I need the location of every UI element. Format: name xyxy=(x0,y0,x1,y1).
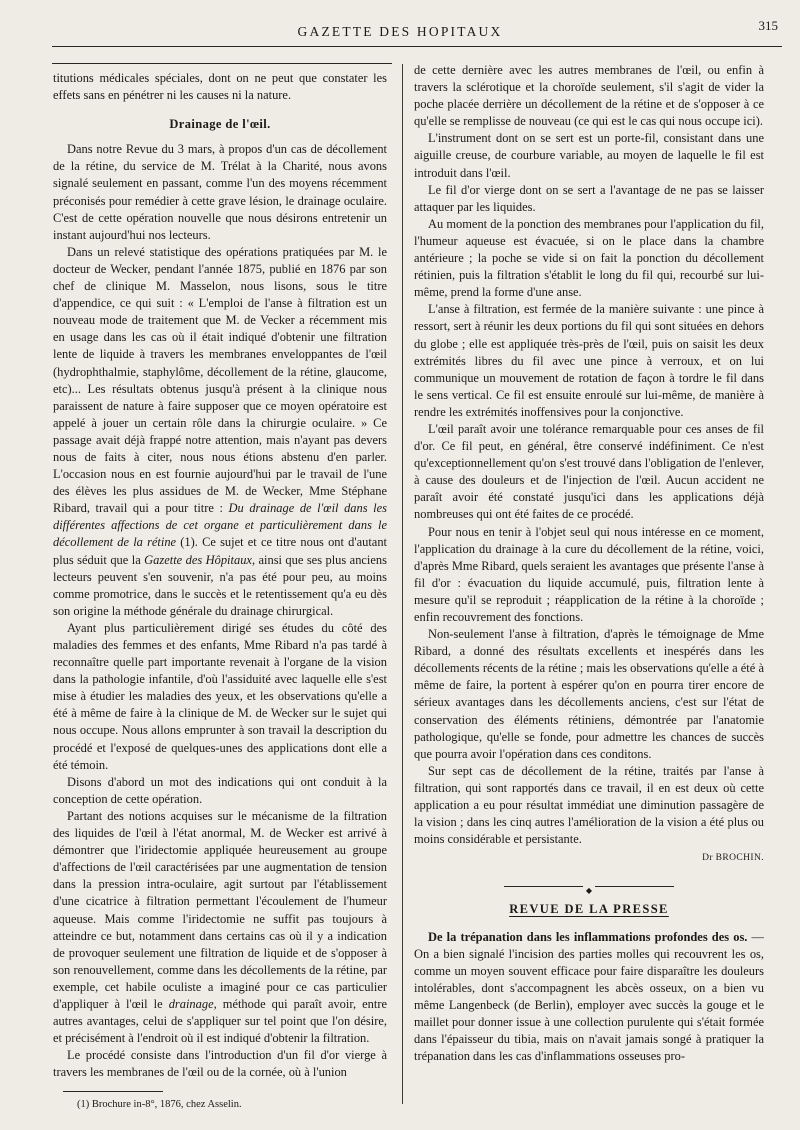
article-paragraph xyxy=(53,808,387,1047)
header-rule xyxy=(52,46,782,47)
article-paragraph: Non-seulement l'anse à filtration, d'après le témoignage de Mme Ribard, a donné des résultats excellents et inespérés dans les décollements récents de la rétine ; mais les observations qu'elle a été à même de faire, la portent à espérer qu'on en pourra tirer encore de sérieux avantages dans les décollements anciens, c'est sur l'état de conservation des éléments rétiniens, démontrée par l'anatomie pathologique, qu'elle se fonde, pour admettre les chances de succès que pourra avoir l'opération dans ces conditons. xyxy=(414,627,764,761)
page-number: 315 xyxy=(758,18,778,33)
article-paragraph: Pour nous en tenir à l'objet seul qui nous intéresse en ce moment, l'application du drainage à la cure du décollement de la rétine, voici, d'après Mme Ribard, quels seraient les avantages que présente l'anse à fil d'or : évacuation du liquide accumulé, puis, filtration lente à mesure qu'il se reproduit ; réapplication de la rétine à la choroïde ; enfin recouvrement des fonctions. xyxy=(414,524,764,624)
article-paragraph: Dans notre Revue du 3 mars, à propos d'un cas de décollement de la rétine, du service de M. Trélat à la Charité, nous avons signalé seulement en passant, comme l'un des moyens récemment préconisés pour remédier à cette grave lésion, le drainage oculaire. C'est de cette opération nouvelle que nous désirons entretenir un instant aujourd'hui nos lecteurs. xyxy=(53,142,387,242)
work-title: Du drainage de l'œil dans les différentes affections de cet organe et particulièrement dans le décollement de la rétine xyxy=(53,501,387,550)
article-paragraph: L'anse à filtration, est fermée de la manière suivante : une pince à ressort, sert à réunir les deux portions du fil qui sont situées en dehors du globe ; elle est appliquée très-près de l'œil, puis on saisit les deux extrémités libres du fil avec une pince à verroux, et on lui communique un mouvement de rotation de façon à tordre le fil dans le sens vertical. Ce fil est ensuite enroulé sur lui-même, de manière à rendre les extrémités inoffensives pour la conjonctive. xyxy=(414,302,764,419)
article-paragraph: Le procédé consiste dans l'introduction d'un fil d'or vierge à travers les membranes de l'œil ou de la cornée, où à l'union xyxy=(53,1048,387,1080)
article-paragraph xyxy=(53,244,387,620)
right-column xyxy=(414,62,764,1065)
article-paragraph: L'instrument dont on se sert est un porte-fil, consistant dans une aiguille creuse, de courbure variable, au moyen de laquelle le fil est introduit dans l'œil. xyxy=(414,131,764,180)
footnote-rule xyxy=(63,1091,163,1092)
article-paragraph xyxy=(414,929,764,1066)
article-paragraph: Ayant plus particulièrement dirigé ses études du côté des maladies des femmes et des enfants, Mme Ribard n'a pas tardé à reconnaître quelle part importante revenait à l'organe de la vision dans la pathologie infantile, d'où l'assiduité avec laquelle elle s'est mise à étudier les maladies des yeux, et les observations qu'elle a été à même de faire à la clinique de M. de Wecker sur le sujet qui nous occupe. Nous allons emprunter à son travail la description du procédé et l'exposé de quelques-unes des applications dont elle a été témoin. xyxy=(53,620,387,772)
paragraph-text: , ainsi que ses plus anciens lecteurs peuvent s'en souvenir, n'a pas été pour peu, au moins comme promotrice, dans le succès et le retentissement qu'a eu dès son origine la méthode générale du drainage chirurgical. xyxy=(53,552,387,618)
column-divider xyxy=(402,64,403,1104)
continuation-paragraph: titutions médicales spéciales, dont on ne peut que constater les effets sans en pénétrer ni les causes ni la nature. xyxy=(53,71,387,103)
header-rule-secondary xyxy=(52,63,392,64)
paragraph-text: Partant des notions acquises sur le mécanisme de la filtration des liquides de l'œil à l'état anormal, M. de Wecker est arrivé à démontrer que l'iridectomie appliquée heureusement au groupe d'affections de l'œil caractérisées par une augmentation de tension dans la pression intra-oculaire, agit surtout par l'établissement d'une cicatrice à filtration permettant l'écoulement de l'humeur aqueuse. Mais comme l'iridectomie ne suffit pas toujours à atteindre ce but, notamment dans certains cas où il y a indication de provoquer seulement une filtration de liquide et de s'opposer à son renouvellement, comme dans les décollements de la rétine, par exemple, cet habile oculiste a imaginé pour ce cas particulier d'appliquer à l'œil le xyxy=(53,808,387,1011)
ornament-divider xyxy=(414,881,764,896)
paragraph-text: (1). Ce sujet et ce titre nous ont d'autant plus séduit que la xyxy=(53,535,388,567)
article-paragraph: L'œil paraît avoir une tolérance remarquable pour ces anses de fil d'or. Ce fil peut, en général, être conservé indéfiniment. Ce n'est qu'exceptionnellement qu'on s'est trouvé dans l'obligation de l'enlever, à cause des douleurs et de l'injection de l'œil. Aucun accident ne paraît avoir été constaté jusqu'ici dans les applications déjà nombreuses qui ont été faites de ce procédé. xyxy=(414,421,764,522)
article-paragraph: Sur sept cas de décollement de la rétine, traités par l'anse à filtration, qui sont rapportés dans ce travail, il en est deux où cette application a eu pour résultat immédiat une diminution passagère de la vision ; dans les cinq autres l'amélioration de la vision a été plus ou moins considérable et persistante. xyxy=(414,763,764,847)
running-title: GAZETTE DES HOPITAUX xyxy=(297,24,503,39)
left-column xyxy=(53,70,387,1111)
diamond-icon: ◆ xyxy=(583,886,595,895)
article-paragraph: de cette dernière avec les autres membranes de l'œil, ou enfin à travers la sclérotique et la choroïde seulement, s'il s'agit de vider la poche placée derrière un décollement de la rétine et de s'opposer à ce qu'elle se remplisse de nouveau (ce qui est le cas qui nous occupe ici). xyxy=(414,63,764,129)
article-paragraph: Au moment de la ponction des membranes pour l'application du fil, l'humeur aqueuse est évacuée, si on le place dans la chambre antérieure ; la poche se vide si on fait la ponction du décollement rétinien, puis la filtration s'établit le long du fil qui, recourbé sur lui-même, prend la forme d'une anse. xyxy=(414,216,764,300)
paragraph-text: — On a bien signalé l'incision des parties molles qui recouvrent les os, comme un moyen souvent efficace pour faire disparaître les douleurs intolérables, dont s'accompagnent les abcès osseux, on a bien vu même Langenbeck (de Berlin), employer avec succès la gouge et le maillet pour donner issue à une collection purulente qui s'était formée dans l'épaisseur du tibia, mais on n'avait jamais songé à pratiquer la trépanation dans les cas d'inflammations osseuses pro- xyxy=(414,929,764,1064)
article-paragraph: Le fil d'or vierge dont on se sert a l'avantage de ne pas se laisser attaquer par les liquides. xyxy=(414,182,764,214)
footnote: (1) Brochure in-8°, 1876, chez Asselin. xyxy=(77,1099,242,1111)
paragraph-text: , méthode qui paraît avoir, entre autres avantages, celui de s'appliquer sur tel point que l'on désire, et précisément à l'endroit où il est indiqué d'obtenir la filtration. xyxy=(53,996,388,1046)
press-review-title: REVUE DE LA PRESSE xyxy=(509,902,669,917)
journal-name: Gazette des Hôpitaux xyxy=(144,552,252,567)
emphasized-term: drainage xyxy=(168,996,214,1011)
paragraph-text: Dans un relevé statistique des opérations pratiquées par M. le docteur de Wecker, pendant l'année 1875, publié en 1876 par son chef de clinique M. Masselon, nous lisons, sous le titre d'appendice, ce qui suit : « L'emploi de l'anse à filtration est un nouveau mode de traitement que M. de Vecker a récemment mis en usage dans les cas où il était indiqué d'obtenir une filtration lente de liquide à travers les membranes enveloppantes de l'œil (hydrophthalmie, staphylôme, décollement de la rétine, glaucome, etc)... Les résultats obtenus jusqu'à présent à la clinique nous paraissent de nature à faire supposer que ce moyen opératoire est appelé à jouer un certain rôle dans la chirurgie oculaire. » Ce passage avait déjà frappé notre attention, mais n'ayant pas devers nous de faits à citer, nous nous étions abstenu d'en parler. L'occasion nous en est fournie aujourd'hui par le travail de l'une des élèves les plus assidues de M. de Wecker, Mme Stéphane Ribard, travail qui a pour titre : xyxy=(53,244,387,516)
author-signature: Dr BROCHIN. xyxy=(702,853,764,864)
article-paragraph: Disons d'abord un mot des indications qui ont conduit à la conception de cette opération. xyxy=(53,774,387,806)
section-title: Drainage de l'œil. xyxy=(169,117,271,132)
press-item-heading: De la trépanation dans les inflammations profondes des os. xyxy=(428,929,748,944)
